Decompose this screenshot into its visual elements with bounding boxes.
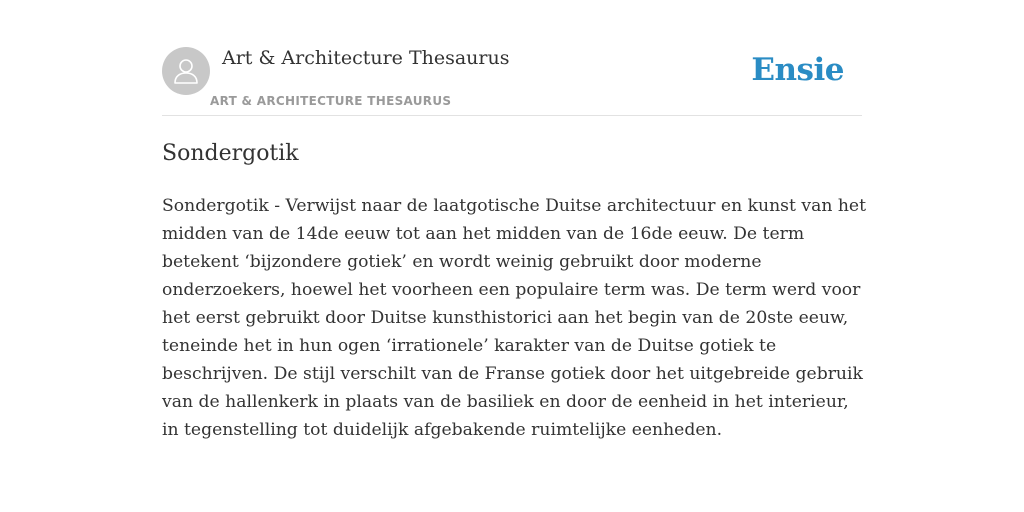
article-body: Sondergotik - Verwijst naar de laatgotische Duitse architectuur en kunst van het midden van de 14de eeuw tot aan het midden van de 16de eeuw. De term betekent ‘bijzondere gotiek’ en wordt weinig gebruikt door moderne onderzoekers, hoewel het voorheen een populaire term was. De term werd voor het eerst gebruikt door Duitse kunsthistorici aan het begin van de 20ste eeuw, teneinde het in hun ogen ‘irrationele’ karakter van de Duitse gotiek te beschrijven. De stijl verschilt van de Franse gotiek door het uitgebreide gebruik van de hallenkerk in plaats van de basiliek en door de eenheid in het interieur, in tegenstelling tot duidelijk afgebakende ruimtelijke eenheden.: [162, 196, 866, 440]
article-title: Sondergotik: [162, 141, 299, 166]
user-icon: [171, 56, 201, 86]
avatar[interactable]: [162, 47, 210, 95]
page-container: [162, 0, 866, 440]
author-subtitle: ART & ARCHITECTURE THESAURUS: [210, 94, 452, 108]
author-name[interactable]: Art & Architecture Thesaurus: [222, 47, 510, 69]
page-header: [162, 0, 862, 116]
ensie-logo[interactable]: Ensie: [751, 52, 844, 88]
